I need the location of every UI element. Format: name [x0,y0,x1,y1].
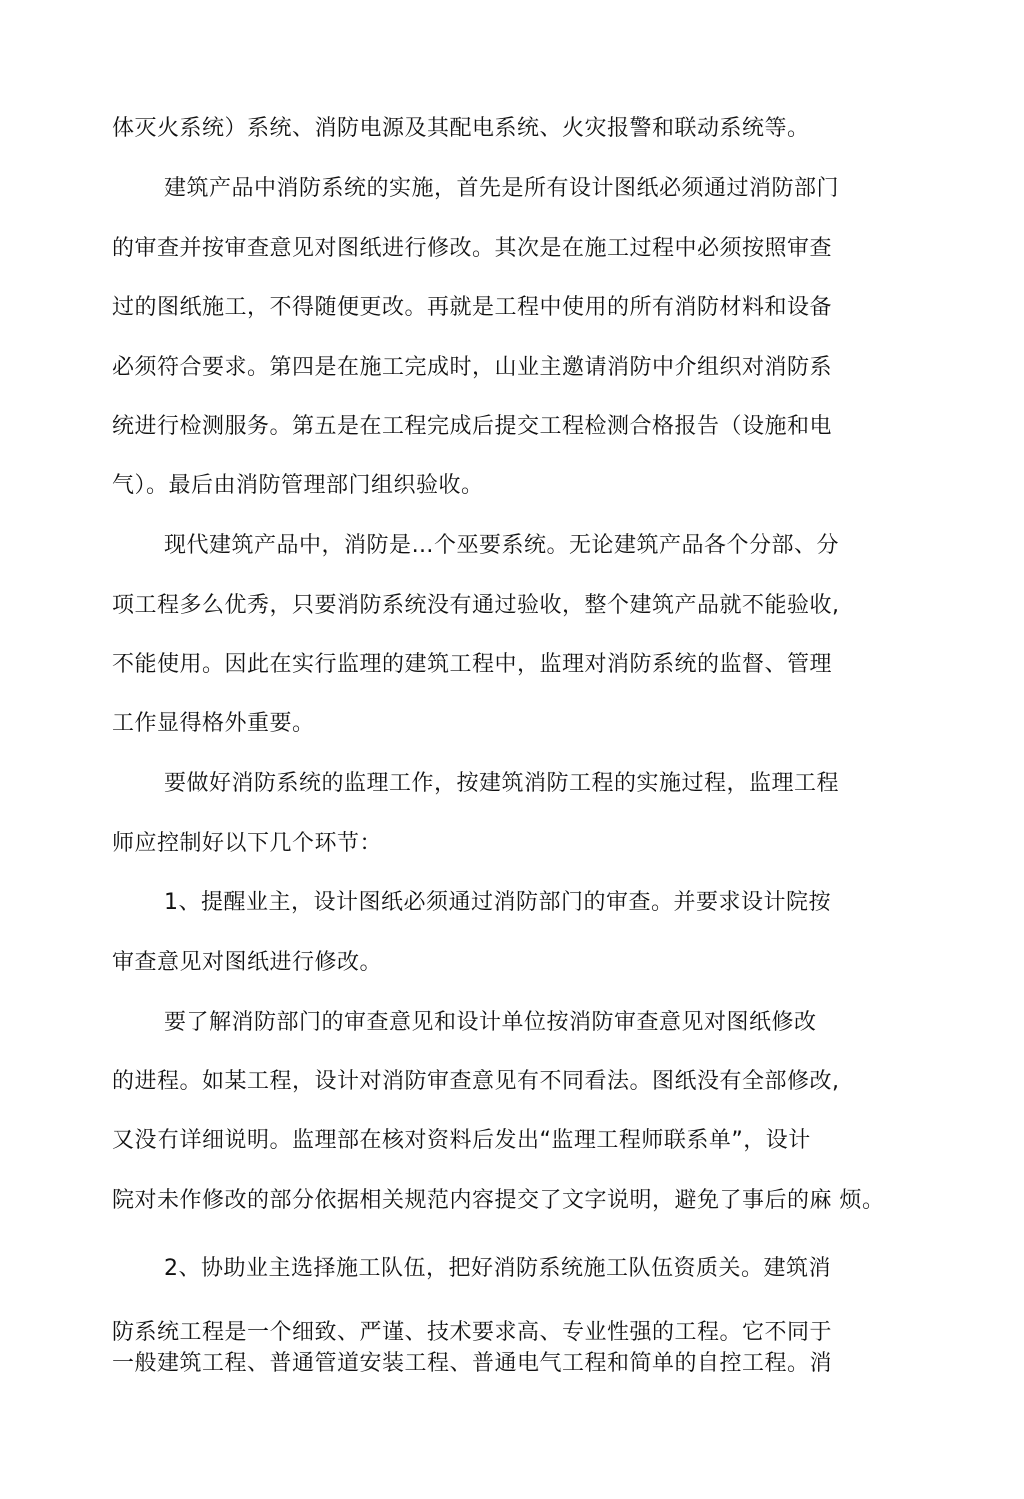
text-line: 又没冇详细说明。监理部在核对资料后发出“监理工程师联系单”，设计 [112,1128,811,1153]
text-line: 的进程。如某工程，设计对消防审查意见有不同看法。图纸没有全部修改, [112,1069,840,1094]
paragraph-start-line: 要了解消防部门的审查意见和设计单位按消防审查意见对图纸修改 [164,1010,817,1035]
text-line: 院对未作修改的部分依据相关规范内容提交了文字说明，避免了事后的麻 烦。 [112,1188,885,1213]
numbered-item-line: 1、提醒业主，设计图纸必须通过消防部门的审查。并要求设计院按 [164,890,831,915]
text-line: 工作显得格外重要。 [112,711,315,736]
text-line: 不能使用。因此在实行监理的建筑工程中，监理对消防系统的监督、管理 [112,652,833,677]
text-line: 一般建筑工程、普通管道安装工程、普通电气工程和简单的自控工程。消 [112,1351,833,1376]
text-line: 防系统工程是一个细致、严谨、技术要求高、专业性强的工程。它不同于 [112,1320,833,1345]
text-line: 必须符合要求。第四是在施工完成时，山业主邀请消防中介组织对消防系 [112,355,833,380]
text-line: 审查意见对图纸进行修改。 [112,950,383,975]
text-line: 过的图纸施工，不得随便更改。再就是工程中使用的所有消防材料和设备 [112,295,833,320]
paragraph-start-line: 现代建筑产品中，消防是…个巫要系统。无论建筑产品各个分部、分 [164,533,840,558]
text-line: 体灭火系统）系统、消防电源及其配电系统、火灾报警和联动系统等。 [112,116,810,141]
paragraph-start-line: 建筑产品中消防系统的实施，首先是所有设计图纸必须通过消防部门 [164,176,840,201]
text-line: 的审查并按审查意见对图纸进行修改。其次是在施工过程中必须按照审查 [112,236,833,261]
text-line: 统进行检测服务。第五是在工程完成后提交工程检测合格报告（设施和电 [112,414,833,439]
text-line: 气）。最后由消防管理部门组织验收。 [112,473,484,498]
text-line: 师应控制好以下几个环节： [112,831,383,856]
text-line: 项工程多么优秀，只要消防系统没有通过验收，整个建筑产品就不能验收, [112,593,840,618]
paragraph-start-line: 要做好消防系统的监理工作，按建筑消防工程的实施过程，监理工程 [164,771,840,796]
numbered-item-line: 2、协助业主选择施工队伍，把好消防系统施工队伍资质关。建筑消 [164,1256,831,1281]
